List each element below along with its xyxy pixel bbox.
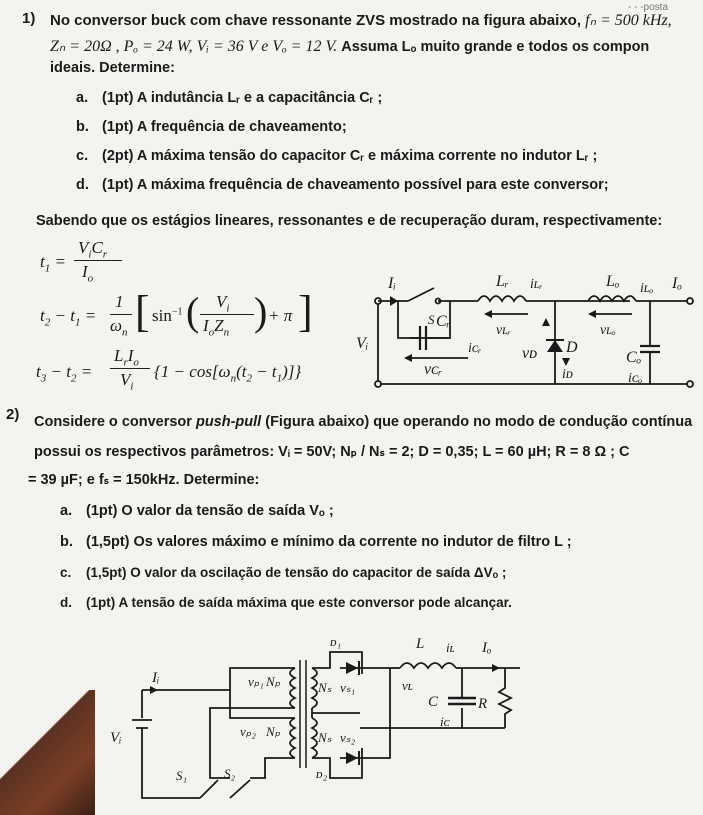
q2-label-vp2: vₚ₂: [240, 724, 256, 739]
q2-label-vp1: vₚ₁: [248, 674, 264, 689]
q1-label-vD: vᴅ: [522, 345, 538, 362]
q1-item-c-text: (2pt) A máxima tensão do capacitor Cᵣ e máxima corrente no indutor Lᵣ ;: [102, 148, 598, 164]
q1-label-vCr: vᴄᵣ: [424, 361, 443, 378]
corner-text: - - -posta: [628, 2, 669, 13]
q1-label-vLr: vʟᵣ: [496, 323, 512, 338]
q2-line2: possui os respectivos parâmetros: Vᵢ = 50V; Nₚ / Nₛ = 2; D = 0,35; L = 60 µH; R = 8 Ω ; C: [34, 444, 630, 460]
q2-number: 2): [6, 406, 20, 423]
q2-label-Np2: Nₚ: [266, 724, 281, 739]
q2-item-d-text: (1pt) A tensão de saída máxima que este conversor pode alcançar.: [86, 595, 512, 610]
paper-edge-shadow: [0, 690, 95, 815]
q2-label-S2: S₂: [224, 766, 236, 781]
q1-line2-rest: Assuma Lₒ muito grande e todos os compon: [341, 39, 650, 55]
q1-label-Cr: Cᵣ: [436, 313, 451, 330]
q1-item-a: [76, 90, 382, 106]
q2-circuit-diagram: [100, 628, 570, 815]
q1-label-vLo: vʟₒ: [600, 323, 616, 338]
q1-label-Lo: Lₒ: [606, 273, 620, 290]
q2-item-d: [60, 595, 512, 610]
q1-label-Vi: Vᵢ: [356, 335, 369, 352]
q2-item-c: [60, 565, 506, 580]
q2-line1-b: (Figura abaixo) que operando no modo de condução contínua: [265, 414, 693, 430]
q2-label-Ns2: Nₛ: [318, 730, 332, 745]
q1-params: Zₙ = 20Ω , Pₒ = 24 W, Vᵢ = 36 V e Vₒ = 12 V.: [50, 38, 338, 55]
q2-label-R: R: [478, 696, 488, 712]
q2-item-c-letter: c.: [60, 565, 72, 580]
q1-circuit-diagram: [350, 266, 695, 401]
q1-line1: [50, 10, 672, 30]
q1-label-iD: iᴅ: [562, 367, 574, 382]
q1-label-iLo: iʟₒ: [640, 281, 654, 296]
q1-label-S: S: [428, 312, 435, 327]
q1-fn: fₙ = 500 kHz,: [585, 12, 672, 29]
q2-label-S1: S₁: [176, 768, 188, 783]
q2-item-d-letter: d.: [60, 595, 72, 610]
q2-label-Ns1: Nₛ: [318, 680, 332, 695]
q1-item-b-letter: b.: [76, 119, 89, 135]
q2-line1: [34, 414, 692, 430]
q1-item-a-text: (1pt) A indutância Lᵣ e a capacitância Cᵣ ;: [102, 90, 383, 106]
q1-item-c: [76, 148, 597, 164]
q1-stages-text: Sabendo que os estágios lineares, ressonantes e de recuperação duram, respectivamente:: [36, 213, 663, 229]
q2-label-iL: iʟ: [446, 640, 455, 655]
q2-item-b-text: (1,5pt) Os valores máximo e mínimo da corrente no indutor de filtro L ;: [86, 534, 572, 550]
q1-line3: ideais. Determine:: [50, 60, 175, 76]
q2-item-a-text: (1pt) O valor da tensão de saída Vₒ ;: [86, 503, 334, 519]
q2-label-iC: iᴄ: [440, 714, 450, 729]
q2-item-a: [60, 503, 334, 519]
q2-label-D2: ᴅ₂: [316, 766, 328, 781]
q2-line3: = 39 µF; e fₛ = 150kHz. Determine:: [28, 472, 260, 488]
q1-item-d-text: (1pt) A máxima frequência de chaveamento possível para este conversor;: [102, 177, 609, 193]
q2-label-vL: vʟ: [402, 678, 413, 693]
q1-label-iCo: iᴄₒ: [628, 371, 643, 386]
q1-item-d-letter: d.: [76, 177, 89, 193]
q1-item-a-letter: a.: [76, 90, 89, 106]
q2-line1-em: push-pull: [195, 414, 262, 430]
q2-label-Io: Iₒ: [482, 640, 492, 656]
q2-label-C: C: [428, 694, 439, 710]
q1-label-Ii: Iᵢ: [388, 275, 396, 292]
q2-label-D1: ᴅ₁: [330, 634, 342, 649]
q2-label-Np1: Nₚ: [266, 674, 281, 689]
q1-item-b-text: (1pt) A frequência de chaveamento;: [102, 119, 347, 135]
q2-item-c-text: (1,5pt) O valor da oscilação de tensão do capacitor de saída ΔVₒ ;: [86, 565, 507, 580]
q1-label-iLr: iʟᵣ: [530, 277, 543, 292]
q2-label-L: L: [416, 636, 425, 652]
q2-label-Vi: Vᵢ: [110, 730, 122, 746]
q2-item-b-letter: b.: [60, 534, 73, 550]
q1-item-b: [76, 119, 347, 135]
q1-item-d: [76, 177, 609, 193]
q1-label-Co: Cₒ: [626, 349, 642, 366]
q2-item-a-letter: a.: [60, 503, 73, 519]
q1-label-D: D: [566, 339, 578, 356]
q1-label-iCr: iᴄᵣ: [468, 341, 482, 356]
q1-number: 1): [22, 10, 36, 27]
q2-label-vs2: vₛ₂: [340, 730, 356, 745]
q1-label-Lr: Lᵣ: [496, 273, 509, 290]
q2-label-Ii: Iᵢ: [152, 670, 160, 686]
q1-line1-text: No conversor buck com chave ressonante ZVS mostrado na figura abaixo,: [50, 12, 581, 29]
q1-item-c-letter: c.: [76, 148, 89, 164]
q2-item-b: [60, 534, 572, 550]
q1-label-Io: Iₒ: [672, 275, 682, 292]
q2-label-vs1: vₛ₁: [340, 680, 356, 695]
q1-line2: [50, 36, 649, 56]
q2-line1-a: Considere o conversor: [34, 414, 192, 430]
